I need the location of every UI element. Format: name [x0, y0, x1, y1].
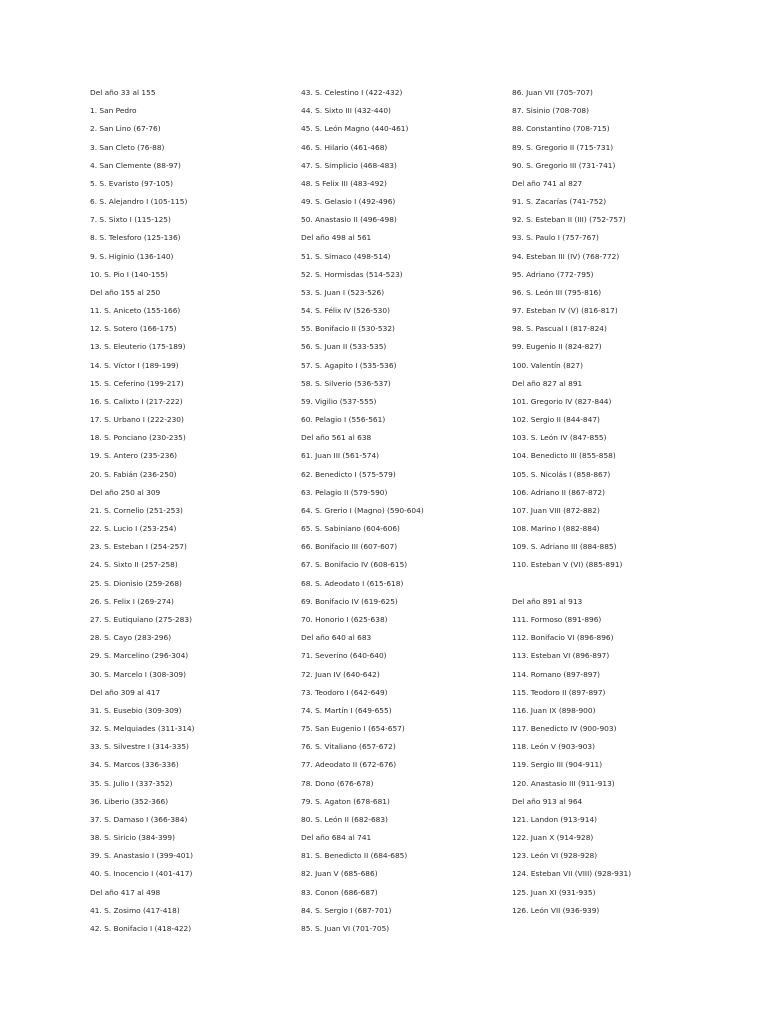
list-item: 93. S. Paulo I (757-767) — [512, 233, 599, 243]
section-heading: Del año 640 al 683 — [301, 633, 372, 643]
text-column-3 — [512, 86, 712, 922]
list-item: 40. S. Inocencio I (401-417) — [90, 869, 193, 879]
section-heading: Del año 33 al 155 — [90, 88, 156, 97]
list-item: 101. Gregorio IV (827-844) — [512, 396, 612, 406]
list-item: 63. Pelagio II (579-590) — [301, 487, 388, 497]
list-item: 94. Esteban III (IV) (768-772) — [512, 251, 620, 261]
list-item: 77. Adeodato II (672-676) — [301, 760, 397, 770]
list-item: 71. Severino (640-640) — [301, 651, 387, 661]
list-item: 23. S. Esteban I (254-257) — [90, 542, 187, 552]
list-item: 117. Benedicto IV (900-903) — [512, 724, 617, 734]
list-item: 109. S. Adriano III (884-885) — [512, 542, 617, 552]
list-item: 8. S. Telesforo (125-136) — [90, 233, 181, 243]
list-item: 35. S. Julio I (337-352) — [90, 778, 173, 788]
text-column-2 — [301, 86, 501, 940]
list-item: 22. S. Lucio I (253-254) — [90, 524, 177, 534]
section-heading: Del año 250 al 309 — [90, 487, 161, 497]
list-item: 53. S. Juan I (523-526) — [301, 287, 385, 297]
list-item: 119. Sergio III (904-911) — [512, 760, 603, 770]
list-item: 45. S. León Magno (440-461) — [301, 124, 409, 134]
list-item: 92. S. Esteban II (III) (752-757) — [512, 215, 626, 225]
list-item: 110. Esteban V (VI) (885-891) — [512, 560, 623, 570]
list-item: 115. Teodoro II (897-897) — [512, 687, 606, 697]
list-item: 51. S. Simaco (498-514) — [301, 251, 391, 261]
list-item: 80. S. León II (682-683) — [301, 814, 388, 824]
section-heading: Del año 417 al 498 — [90, 887, 161, 897]
list-item: 44. S. Sixto III (432-440) — [301, 106, 391, 116]
list-item: 107. Juan VIII (872-882) — [512, 505, 600, 515]
section-heading: Del año 684 al 741 — [301, 833, 372, 843]
list-item: 55. Bonifacio II (530-532) — [301, 324, 395, 334]
list-item: 100. Valentín (827) — [512, 360, 583, 370]
list-item: 12. S. Sotero (166-175) — [90, 324, 177, 334]
list-item: 54. S. Félix IV (526-530) — [301, 306, 390, 316]
list-item: 16. S. Calixto I (217-222) — [90, 396, 183, 406]
list-item: 97. Esteban IV (V) (816-817) — [512, 306, 618, 316]
section-heading: Del año 309 al 417 — [90, 687, 161, 697]
section-heading: Del año 827 al 891 — [512, 378, 583, 388]
section-heading: Del año 913 al 964 — [512, 796, 583, 806]
list-item: 75. San Eugenio I (654-657) — [301, 724, 405, 734]
section-heading: Del año 741 al 827 — [512, 178, 583, 188]
list-item: 98. S. Pascual I (817-824) — [512, 324, 607, 334]
list-item: 114. Romano (897-897) — [512, 669, 601, 679]
list-item: 11. S. Aniceto (155-166) — [90, 306, 181, 316]
list-item: 103. S. León IV (847-855) — [512, 433, 607, 443]
list-item: 76. S. Vitaliano (657-672) — [301, 742, 396, 752]
list-item: 61. Juan III (561-574) — [301, 451, 380, 461]
list-item: 41. S. Zosimo (417-418) — [90, 905, 180, 915]
list-item: 36. Liberio (352-366) — [90, 796, 169, 806]
list-item: 38. S. Siricio (384-399) — [90, 833, 175, 843]
list-item: 56. S. Juan II (533-535) — [301, 342, 387, 352]
list-item: 99. Eugenio II (824-827) — [512, 342, 602, 352]
list-item: 74. S. Martín I (649-655) — [301, 705, 392, 715]
list-item: 28. S. Cayo (283-296) — [90, 633, 172, 643]
list-item: 84. S. Sergio I (687-701) — [301, 905, 392, 915]
list-item: 69. Bonifacio IV (619-625) — [301, 596, 398, 606]
list-item: 30. S. Marcelo I (308-309) — [90, 669, 186, 679]
list-item: 60. Pelagio I (556-561) — [301, 415, 386, 425]
list-item: 13. S. Eleuterio (175-189) — [90, 342, 186, 352]
list-item: 86. Juan VII (705-707) — [512, 88, 593, 97]
list-item: 33. S. Silvestre I (314-335) — [90, 742, 189, 752]
list-item: 17. S. Urbano I (222-230) — [90, 415, 184, 425]
list-item: 78. Dono (676-678) — [301, 778, 374, 788]
list-item: 18. S. Ponciano (230-235) — [90, 433, 186, 443]
list-item: 21. S. Cornelio (251-253) — [90, 505, 183, 515]
list-item: 105. S. Nicolás I (858-867) — [512, 469, 611, 479]
list-item: 120. Anastasio III (911-913) — [512, 778, 615, 788]
list-item: 49. S. Gelasio I (492-496) — [301, 197, 396, 207]
list-item: 83. Conon (686-687) — [301, 887, 378, 897]
list-item: 123. León VI (928-928) — [512, 851, 598, 861]
list-item: 58. S. Silverio (536-537) — [301, 378, 391, 388]
blank-line — [512, 577, 712, 595]
list-item: 126. León VII (936-939) — [512, 905, 600, 915]
list-item: 108. Marino I (882-884) — [512, 524, 600, 534]
list-item: 42. S. Bonifacio I (418-422) — [90, 923, 192, 933]
list-item: 59. Vigilio (537-555) — [301, 396, 377, 406]
list-item: 10. S. Pio I (140-155) — [90, 269, 168, 279]
list-item: 111. Formoso (891-896) — [512, 614, 602, 624]
list-item: 87. Sisinio (708-708) — [512, 106, 590, 116]
section-heading: Del año 498 al 561 — [301, 233, 372, 243]
list-item: 62. Benedicto I (575-579) — [301, 469, 396, 479]
list-item: 104. Benedicto III (855-858) — [512, 451, 616, 461]
list-item: 46. S. Hilario (461-468) — [301, 142, 388, 152]
list-item: 9. S. Higinio (136-140) — [90, 251, 174, 261]
list-item: 25. S. Dionisio (259-268) — [90, 578, 182, 588]
list-item: 34. S. Marcos (336-336) — [90, 760, 179, 770]
list-item: 26. S. Felix I (269-274) — [90, 596, 174, 606]
list-item: 90. S. Gregorio III (731-741) — [512, 160, 616, 170]
list-item: 43. S. Celestino I (422-432) — [301, 88, 403, 97]
list-item: 15. S. Ceferino (199-217) — [90, 378, 184, 388]
list-item: 27. S. Eutiquiano (275-283) — [90, 614, 192, 624]
list-item: 20. S. Fabián (236-250) — [90, 469, 177, 479]
list-item: 57. S. Agapito I (535-536) — [301, 360, 397, 370]
list-item: 125. Juan XI (931-935) — [512, 887, 596, 897]
list-item: 89. S. Gregorio II (715-731) — [512, 142, 614, 152]
list-item: 73. Teodoro I (642-649) — [301, 687, 388, 697]
list-item: 124. Esteban VII (VIII) (928-931) — [512, 869, 632, 879]
list-item: 47. S. Simplicio (468-483) — [301, 160, 397, 170]
list-item: 32. S. Melquiades (311-314) — [90, 724, 195, 734]
list-item: 82. Juan V (685-686) — [301, 869, 378, 879]
list-item: 116. Juan IX (898-900) — [512, 705, 596, 715]
list-item: 106. Adriano II (867-872) — [512, 487, 605, 497]
list-item: 14. S. Víctor I (189-199) — [90, 360, 179, 370]
list-item: 4. San Clemente (88-97) — [90, 160, 181, 170]
list-item: 122. Juan X (914-928) — [512, 833, 594, 843]
list-item: 29. S. Marcelino (296-304) — [90, 651, 189, 661]
list-item: 70. Honorio I (625-638) — [301, 614, 388, 624]
list-item: 50. Anastasio II (496-498) — [301, 215, 397, 225]
list-item: 6. S. Alejandro I (105-115) — [90, 197, 188, 207]
list-item: 88. Constantino (708-715) — [512, 124, 610, 134]
list-item: 79. S. Agaton (678-681) — [301, 796, 390, 806]
section-heading: Del año 155 al 250 — [90, 287, 161, 297]
list-item: 113. Esteban VI (896-897) — [512, 651, 610, 661]
list-item: 65. S. Sabiniano (604-606) — [301, 524, 400, 534]
list-item: 66. Bonifacio III (607-607) — [301, 542, 398, 552]
list-item: 37. S. Damaso I (366-384) — [90, 814, 188, 824]
list-item: 95. Adriano (772-795) — [512, 269, 594, 279]
text-column-1 — [90, 86, 290, 940]
list-item: 5. S. Evaristo (97-105) — [90, 178, 174, 188]
list-item: 3. San Cleto (76-88) — [90, 142, 165, 152]
list-item: 19. S. Antero (235-236) — [90, 451, 178, 461]
list-item: 85. S. Juan VI (701-705) — [301, 923, 390, 933]
section-heading: Del año 561 al 638 — [301, 433, 372, 443]
list-item: 24. S. Sixto II (257-258) — [90, 560, 178, 570]
list-item: 31. S. Eusebio (309-309) — [90, 705, 182, 715]
list-item: 48. S Felix III (483-492) — [301, 178, 387, 188]
list-item: 2. San Lino (67-76) — [90, 124, 161, 134]
list-item: 7. S. Sixto I (115-125) — [90, 215, 171, 225]
list-item: 39. S. Anastasio I (399-401) — [90, 851, 193, 861]
list-item: 68. S. Adeodato I (615-618) — [301, 578, 404, 588]
list-item: 72. Juan IV (640-642) — [301, 669, 380, 679]
list-item: 67. S. Bonifacio IV (608-615) — [301, 560, 408, 570]
list-item: 121. Landon (913-914) — [512, 814, 598, 824]
list-item: 112. Bonifacio VI (896-896) — [512, 633, 614, 643]
list-item: 91. S. Zacarías (741-752) — [512, 197, 607, 207]
list-item: 96. S. León III (795-816) — [512, 287, 602, 297]
list-item: 102. Sergio II (844-847) — [512, 415, 600, 425]
list-item: 64. S. Grerio I (Magno) (590-604) — [301, 505, 424, 515]
list-item: 1. San Pedro — [90, 106, 137, 116]
list-item: 118. León V (903-903) — [512, 742, 595, 752]
list-item: 52. S. Hormisdas (514-523) — [301, 269, 403, 279]
list-item: 81. S. Benedicto II (684-685) — [301, 851, 408, 861]
section-heading: Del año 891 al 913 — [512, 596, 583, 606]
